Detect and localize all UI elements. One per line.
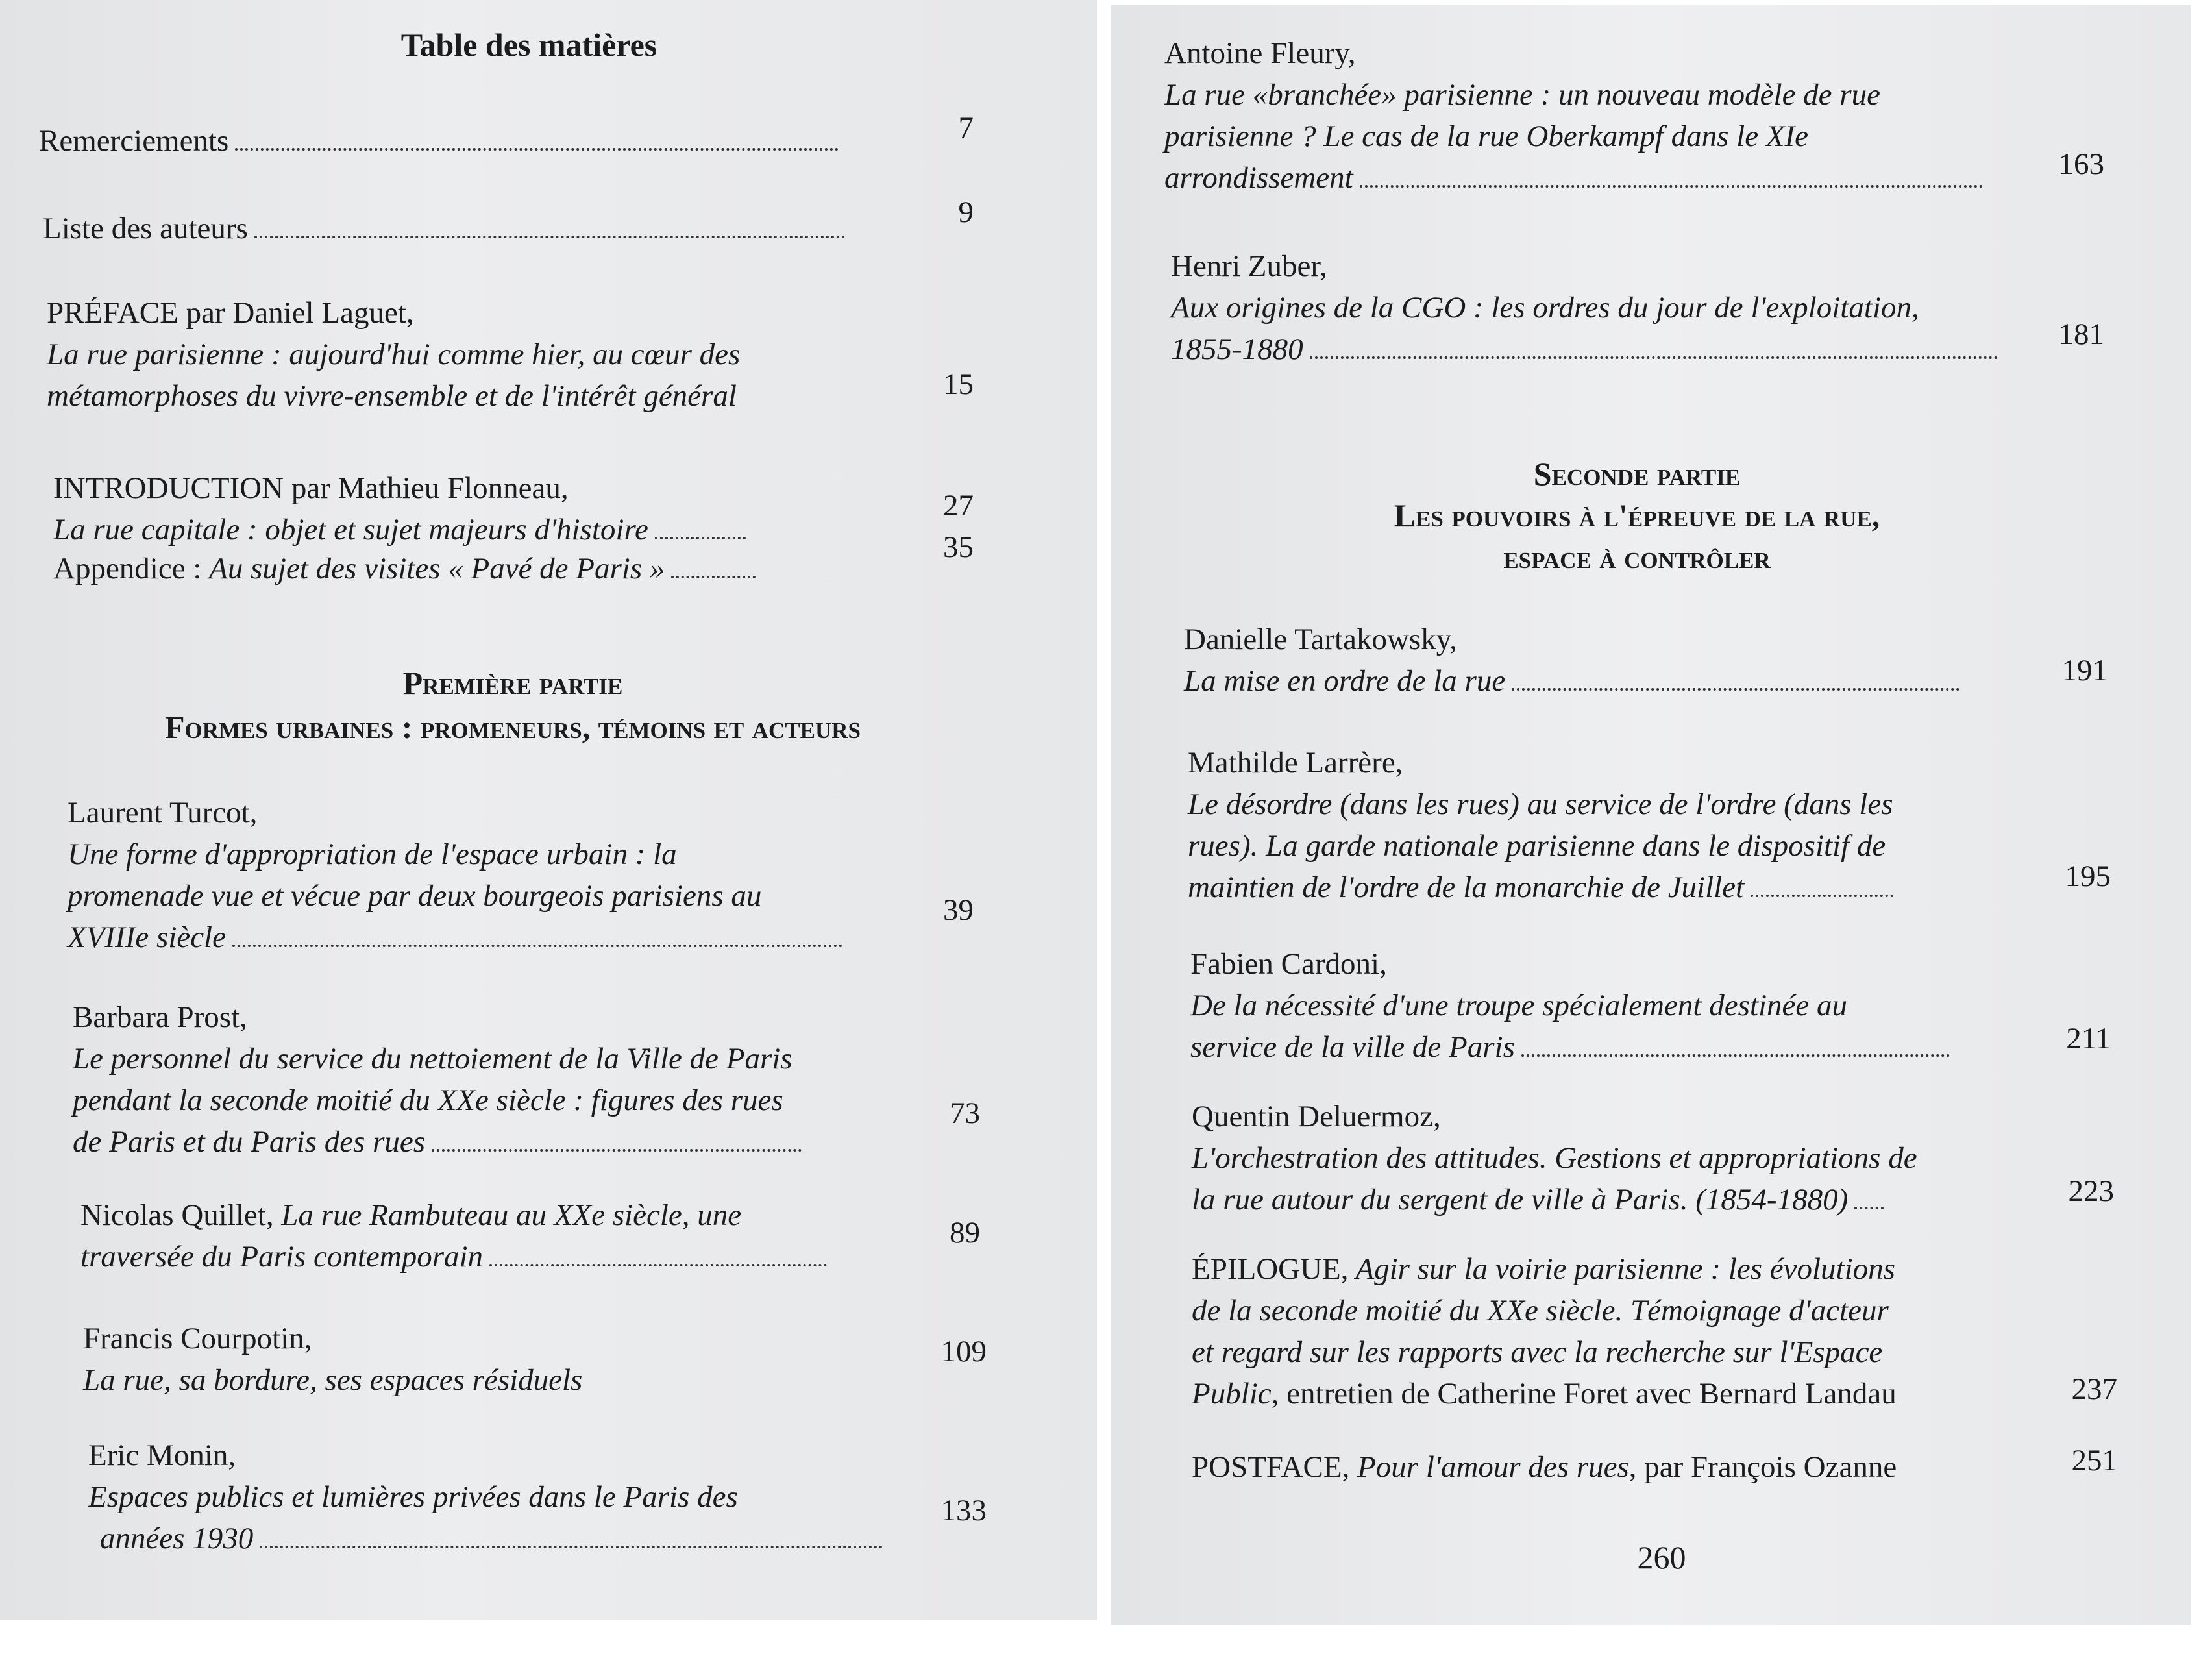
entry-author: Fabien Cardoni,	[1190, 947, 1387, 981]
entry-author: par Mathieu Flonneau,	[284, 471, 569, 505]
part-heading-second	[1241, 453, 2033, 578]
page-number: 223	[2068, 1174, 2114, 1208]
entry-title-line: 1855-1880	[1171, 332, 1303, 366]
toc-entry-larrere	[1188, 742, 1893, 908]
page-number: 15	[943, 367, 974, 401]
part-heading-first	[0, 662, 1026, 748]
entry-title-line: de Paris et du Paris des rues	[73, 1125, 426, 1159]
folio-number: 260	[1637, 1539, 1686, 1575]
entry-author: Henri Zuber,	[1171, 249, 1327, 283]
entry-credit: , entretien de Catherine Foret avec Bernard Landau	[1271, 1377, 1897, 1411]
entry-inline-title: La rue Rambuteau au XXe siècle, une	[273, 1198, 742, 1232]
part-heading-line: espace à contrôler	[1503, 539, 1771, 575]
left-page	[0, 0, 1097, 1620]
toc-entry-cardoni	[1190, 943, 1950, 1068]
page-number: 191	[2061, 654, 2108, 687]
entry-title-line: La mise en ordre de la rue	[1184, 664, 1506, 698]
leader-dots	[655, 537, 746, 539]
entry-title-line: La rue capitale : objet et sujet majeurs d'histoire	[53, 513, 648, 547]
entry-title-line: Une forme d'appropriation de l'espace urbain : la	[68, 837, 677, 871]
toc-entry-postface	[1192, 1446, 1897, 1488]
toc-entry-zuber	[1171, 245, 1998, 370]
entry-author: Laurent Turcot,	[68, 796, 258, 830]
entry-author: Quentin Deluermoz,	[1192, 1100, 1441, 1133]
toc-entry-introduction	[53, 467, 756, 587]
leader-dots	[432, 1149, 802, 1152]
page-number: 73	[950, 1096, 980, 1130]
toc-title: Table des matières	[400, 27, 657, 63]
appendix-page-number: 35	[943, 530, 974, 564]
page-number: 39	[943, 893, 974, 927]
entry-lead: ÉPILOGUE,	[1192, 1252, 1349, 1286]
entry-title-line: La rue, sa bordure, ses espaces résiduels	[83, 1363, 583, 1397]
toc-entry-remerciements	[39, 120, 839, 162]
page-number: 9	[958, 195, 974, 229]
entry-title-line: années 1930	[100, 1522, 254, 1555]
entry-title-line: traversée du Paris contemporain	[80, 1240, 484, 1274]
entry-lead: INTRODUCTION	[53, 471, 284, 505]
leader-dots	[260, 1546, 883, 1548]
page-number: 195	[2065, 859, 2111, 893]
entry-title-line: la rue autour du sergent de ville à Paris. (1854-1880)	[1192, 1183, 1849, 1216]
entry-author: Danielle Tartakowsky,	[1184, 623, 1457, 656]
entry-title-line: Espaces publics et lumières privées dans le Paris des	[88, 1480, 738, 1514]
page-number: 251	[2071, 1444, 2117, 1477]
toc-entry-prost	[73, 996, 802, 1163]
entry-title-line: L'orchestration des attitudes. Gestions et appropriations de	[1192, 1141, 1917, 1175]
part-heading-line: Formes urbaines : promeneurs, témoins et acteurs	[164, 709, 861, 745]
toc-entry-deluermoz	[1192, 1096, 1917, 1220]
entry-author: par Daniel Laguet,	[178, 296, 414, 330]
entry-title-line: Aux origines de la CGO : les ordres du jour de l'exploitation,	[1171, 291, 1919, 325]
entry-title-line: arrondissement	[1164, 161, 1353, 195]
toc-entry-turcot	[68, 792, 842, 958]
entry-title-line: XVIIIe siècle	[68, 920, 226, 954]
page-number: 181	[2058, 317, 2104, 351]
entry-title-line: parisienne ? Le cas de la rue Oberkampf dans le XIe	[1164, 119, 1809, 153]
entry-lead: POSTFACE,	[1192, 1450, 1350, 1484]
entry-author: Francis Courpotin,	[83, 1322, 312, 1355]
entry-title-line: De la nécessité d'une troupe spécialement destinée au	[1190, 989, 1847, 1022]
entry-title-line: service de la ville de Paris	[1190, 1030, 1515, 1064]
entry-title-line: La rue «branchée» parisienne : un nouveau modèle de rue	[1164, 78, 1880, 112]
leader-dots	[235, 148, 839, 151]
part-heading-line: Les pouvoirs à l'épreuve de la rue,	[1394, 497, 1880, 534]
leader-dots	[1521, 1054, 1950, 1057]
entry-author: Mathilde Larrère,	[1188, 746, 1403, 780]
entry-label: Remerciements	[39, 124, 229, 158]
leader-dots	[489, 1264, 827, 1266]
toc-entry-monin	[88, 1435, 883, 1559]
entry-title: Pour l'amour des rues	[1349, 1450, 1629, 1484]
entry-title-line: métamorphoses du vivre-ensemble et de l'intérêt général	[47, 379, 737, 413]
entry-title-line: rues). La garde nationale parisienne dans le dispositif de	[1188, 829, 1886, 863]
right-page	[1111, 5, 2191, 1625]
toc-entry-epilogue	[1192, 1248, 1897, 1414]
entry-label: Liste des auteurs	[43, 212, 248, 245]
toc-entry-preface	[47, 292, 740, 417]
entry-author: Barbara Prost,	[73, 1000, 247, 1034]
entry-title-line: Le personnel du service du nettoiement de la Ville de Paris	[73, 1042, 793, 1076]
leader-dots	[232, 945, 842, 947]
entry-title-line: promenade vue et vécue par deux bourgeois parisiens au	[68, 879, 762, 913]
entry-title-line: maintien de l'ordre de la monarchie de Juillet	[1188, 871, 1745, 904]
appendix-title: Au sujet des visites « Pavé de Paris »	[209, 552, 665, 586]
leader-dots	[1751, 895, 1893, 897]
entry-author: Antoine Fleury,	[1164, 36, 1356, 70]
page-number: 7	[958, 111, 974, 145]
leader-dots	[254, 236, 845, 238]
toc-entry-auteurs	[43, 208, 845, 249]
entry-lead: PRÉFACE	[47, 296, 178, 330]
page-number: 27	[943, 489, 974, 523]
entry-title-line: pendant la seconde moitié du XXe siècle : figures des rues	[73, 1083, 783, 1117]
toc-entry-quillet	[80, 1194, 827, 1278]
entry-author: Nicolas Quillet,	[80, 1198, 274, 1232]
appendix-prefix: Appendice :	[53, 552, 210, 586]
entry-title-line: La rue parisienne : aujourd'hui comme hier, au cœur des	[47, 338, 741, 371]
part-heading-line: Seconde partie	[1533, 456, 1741, 492]
entry-title-line: de la seconde moitié du XXe siècle. Témoignage d'acteur	[1192, 1294, 1889, 1327]
toc-entry-fleury	[1164, 32, 1983, 199]
page-number: 89	[950, 1216, 980, 1250]
page-number: 109	[940, 1335, 987, 1368]
entry-title-line: Agir sur la voirie parisienne : les évolutions	[1348, 1252, 1895, 1286]
entry-credit: , par François Ozanne	[1628, 1450, 1897, 1484]
entry-title-line: Public	[1192, 1377, 1272, 1411]
toc-entry-tartakowsky	[1184, 619, 1960, 702]
leader-dots	[671, 576, 756, 578]
leader-dots	[1310, 356, 1998, 359]
page-number: 237	[2071, 1372, 2117, 1406]
leader-dots	[1512, 688, 1960, 691]
page-number: 163	[2058, 147, 2104, 181]
page-number: 211	[2066, 1022, 2111, 1056]
entry-author: Eric Monin,	[88, 1439, 236, 1472]
entry-title-line: et regard sur les rapports avec la recherche sur l'Espace	[1192, 1335, 1883, 1369]
part-heading-line: Première partie	[402, 665, 623, 701]
entry-title-line: Le désordre (dans les rues) au service de l'ordre (dans les	[1188, 787, 1893, 821]
leader-dots	[1360, 185, 1983, 188]
page-number: 133	[940, 1494, 987, 1527]
leader-dots	[1854, 1207, 1884, 1209]
toc-entry-courpotin	[83, 1318, 582, 1401]
